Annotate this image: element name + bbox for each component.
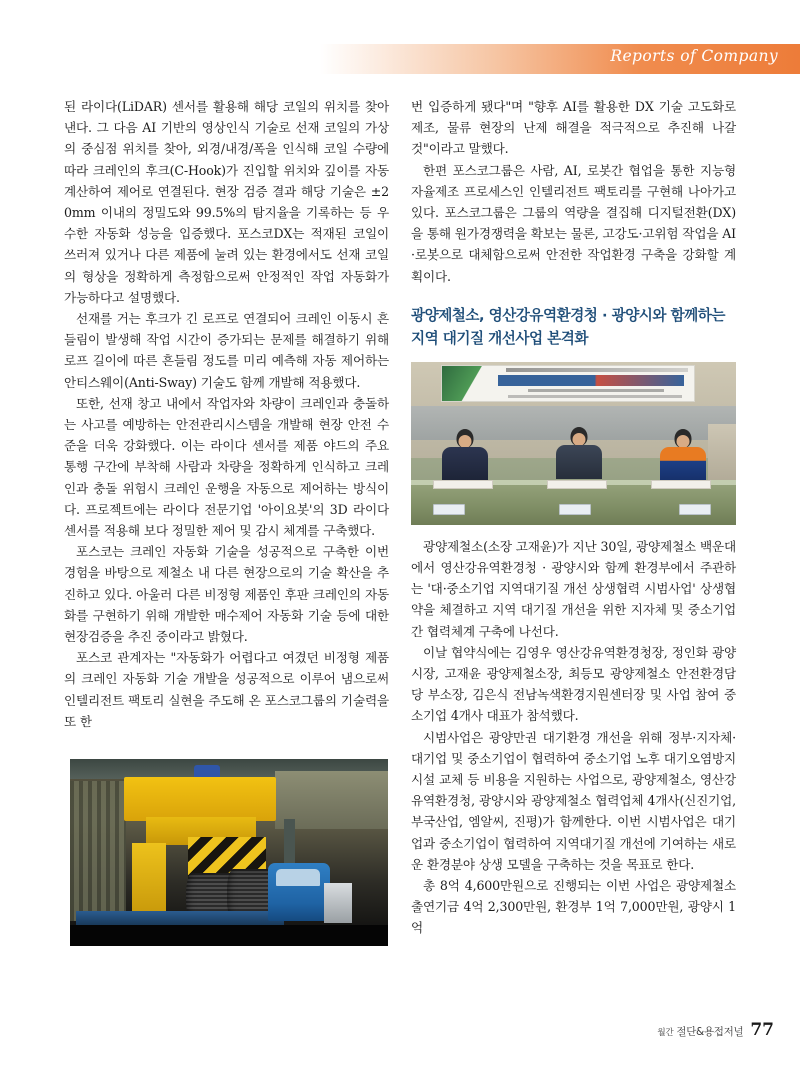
photo-person-left xyxy=(437,429,493,485)
banner-subtitle-line xyxy=(506,368,688,372)
photo-person-right xyxy=(655,429,711,485)
photo-nameplate xyxy=(559,504,591,515)
paragraph: 번 입증하게 됐다"며 "향후 AI를 활용한 DX 기술 고도화로 제조, 물류 현장의 난제 해결을 적극적으로 추진해 나갈 것"이라고 말했다. xyxy=(411,99,736,157)
photo-podium xyxy=(708,424,736,485)
right-column xyxy=(411,96,736,939)
banner-detail-line xyxy=(528,389,664,392)
person-torso xyxy=(442,447,488,481)
photo-event-banner xyxy=(441,365,695,402)
banner-title-line xyxy=(498,375,684,386)
journal-name xyxy=(657,1024,743,1039)
paragraph: 된 라이다(LiDAR) 센서를 활용해 해당 코일의 위치를 찾아낸다. 그 다음 AI 기반의 영상인식 기술로 선재 코일의 가상의 중심점 위치를 찾아, 외경/내경/폭을 인식해 코일 수량에 따라 크레인의 후크(C-Hook)가 진입할 위치와 깊이를 자동 계산하여 제어로 연결된다. 현장 검증 결과 해당 기술은 ±20mm 이내의 정밀도와 99.5%의 탐지율을 기록하는 등 우수한 자동화 성능을 입증했다. 포스코DX는 적재된 코일이 쓰러져 있거나 다른 제품에 눌려 있는 환경에서도 선재 코일의 형상을 정확하게 측정함으로써 안정적인 작업 자동화가 가능하다고 설명했다. xyxy=(64,99,389,305)
photo-truck-front xyxy=(324,883,352,923)
banner-logo-row xyxy=(508,395,682,398)
page-number: 77 xyxy=(750,1020,774,1040)
photo-document xyxy=(651,480,711,489)
paragraph: 한편 포스코그룹은 사람, AI, 로봇간 협업을 통한 지능형 자율제조 프로세스인 인텔리전트 팩토리를 구현해 나아가고 있다. 포스코그룹은 그룹의 역량을 결집해 디지털전환(DX)을 통해 원가경쟁력을 확보는 물론, 고강도·고위험 작업을 AI·로봇으로 대체함으로써 안전한 작업환경 구축을 강화할 계획이다. xyxy=(411,162,736,284)
page-footer xyxy=(657,1020,774,1040)
photo-factory-structure xyxy=(70,781,126,921)
banner-swoosh-graphic xyxy=(442,366,504,401)
photo-document xyxy=(547,480,607,489)
paragraph: 또한, 선재 창고 내에서 작업자와 차량이 크레인과 충돌하는 사고를 예방하는 안전관리시스템을 개발해 현장 안전 수준을 더욱 강화했다. 이는 라이다 센서를 제품 야드의 주요 통행 구간에 부착해 사람과 차량을 정확하게 인식하고 크레인과 충돌 위험시 크레인 운행을 자동으로 제어하는 방식이다. 프로젝트에는 라이다 전문기업 '아이요봇'의 3D 라이다 센서를 적용해 보다 정밀한 제어 및 감시 체계를 구축했다. xyxy=(64,395,389,539)
signing-ceremony-photo xyxy=(411,362,736,525)
person-torso xyxy=(660,447,706,481)
photo-truck-windshield xyxy=(276,869,320,886)
section-heading: 광양제철소, 영산강유역환경청 · 광양시와 함께하는 지역 대기질 개선사업 본격화 xyxy=(411,306,725,347)
paragraph: 선재를 거는 후크가 긴 로프로 연결되어 크레인 이동시 흔들림이 발생해 작업 시간이 증가되는 문제를 해결하기 위해 로프 길이에 따른 흔들림 정도를 미리 예측해 자동 제어하는 안티스웨이(Anti-Sway) 기술도 함께 개발해 적용했다. xyxy=(64,311,389,390)
header-title: Reports of Company xyxy=(610,47,778,65)
paragraph: 시범사업은 광양만권 대기환경 개선을 위해 정부·지자체·대기업 및 중소기업이 협력하여 중소기업 노후 대기오염방지시설 교체 등 비용을 지원하는 사업으로, 광양제철소, 영산강유역환경청, 광양시와 광양제철소 협력업체 4개사(신진기업, 부국산업, 엠알씨, 진평)가 함께한다. 이번 시범사업은 대기업과 중소기업이 협력하여 지역대기질 개선에 기여하는 새로운 환경분야 상생 모델을 구축하는 것을 목표로 한다. xyxy=(411,729,736,872)
paragraph: 포스코 관계자는 "자동화가 어렵다고 여겼던 비정형 제품의 크레인 자동화 기술 개발을 성공적으로 이루어 냄으로써 인텔리전트 팩토리 실현을 주도해 온 포스코그룹의 기술력을 또 한 xyxy=(64,650,389,729)
journal-prefix: 월간 xyxy=(657,1028,674,1038)
paragraph: 광양제철소(소장 고재윤)가 지난 30일, 광양제철소 백운대에서 영산강유역환경청 · 광양시와 함께 환경부에서 주관하는 '대·중소기업 지역대기질 개선 상생협력 시범사업' 상생협약을 체결하고 지역 대기질 개선을 위한 지자체 및 중소기업 간 협력체계 구축에 나선다. xyxy=(411,538,736,639)
left-column xyxy=(64,96,389,732)
journal-title: 절단&용접저널 xyxy=(676,1026,744,1038)
photo-document xyxy=(433,480,493,489)
photo-nameplate xyxy=(433,504,465,515)
paragraph: 포스코는 크레인 자동화 기술을 성공적으로 구축한 이번 경험을 바탕으로 제철소 내 다른 현장으로의 기술 확산을 추진하고 있다. 아울러 다른 비정형 제품인 후판 크레인의 자동화를 구현하기 위해 개발한 매수제어 자동화 기술 등에 대한 현장검증을 추진 중이라고 밝혔다. xyxy=(64,544,389,645)
photo-crane-gantry xyxy=(124,777,276,821)
paragraph: 총 8억 4,600만원으로 진행되는 이번 사업은 광양제철소 출연기금 4억 2,300만원, 환경부 1억 7,000만원, 광양시 1억 xyxy=(411,878,736,936)
crane-loading-photo xyxy=(70,759,388,946)
photo-nameplate xyxy=(679,504,711,515)
photo-crane-hook-left xyxy=(132,843,166,913)
photo-person-center xyxy=(551,427,607,485)
paragraph: 이날 협약식에는 김영우 영산강유역환경청장, 정인화 광양시장, 고재윤 광양제철소장, 최등모 광양제철소 안전환경담당 부소장, 김은식 전남녹색환경지원센터장 및 사업 참여 중소기업 4개사 대표가 참석했다. xyxy=(411,644,736,724)
photo-ground-shadow xyxy=(70,925,388,946)
person-torso xyxy=(556,445,602,479)
